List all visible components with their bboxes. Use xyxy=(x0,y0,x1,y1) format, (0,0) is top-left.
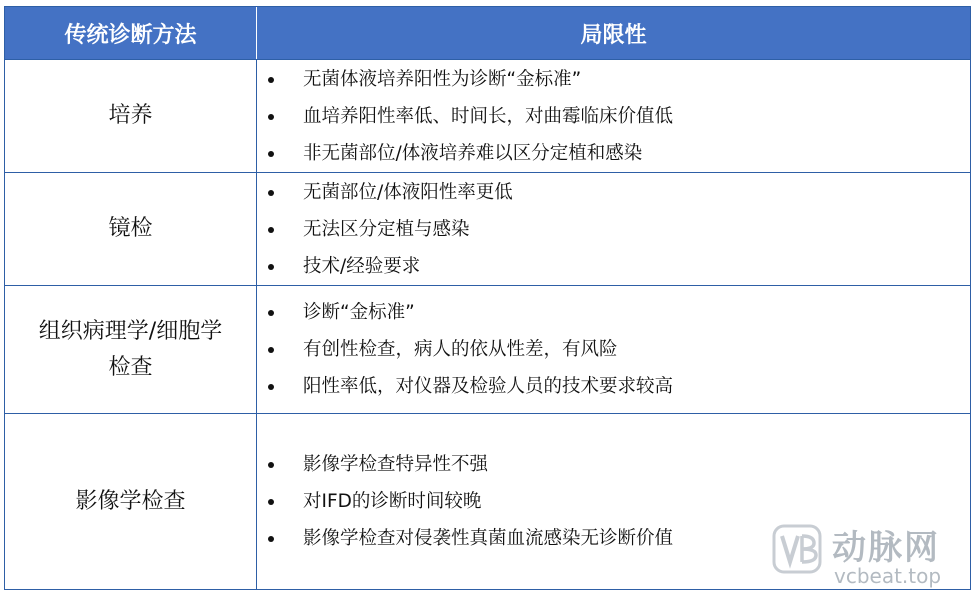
limitations-cell xyxy=(256,286,970,413)
list-item: 无法区分定植与感染 xyxy=(257,211,970,248)
bullet-icon xyxy=(268,310,274,316)
list-item: 非无菌部位/体液培养难以区分定植和感染 xyxy=(257,135,970,172)
bullet-icon xyxy=(268,114,274,120)
watermark-url: vcbeat.top xyxy=(834,564,942,588)
list-item: 对IFD的诊断时间较晚 xyxy=(257,483,970,520)
bullet-icon xyxy=(268,462,274,468)
list-item: 诊断“金标准” xyxy=(257,294,970,331)
header-limitations: 局限性 xyxy=(256,7,970,59)
list-item: 无菌部位/体液阳性率更低 xyxy=(257,174,970,211)
list-item: 影像学检查对侵袭性真菌血流感染无诊断价值 xyxy=(257,520,970,557)
method-cell: 影像学检查 xyxy=(75,488,186,514)
limitations-table xyxy=(4,6,971,590)
watermark-brand: 动脉网 xyxy=(832,528,940,568)
method-cell: 镜检 xyxy=(108,216,153,241)
table-row xyxy=(5,59,970,172)
limitations-cell xyxy=(256,60,970,172)
watermark xyxy=(772,520,972,592)
method-cell xyxy=(5,286,256,413)
list-item: 有创性检查，病人的依从性差，有风险 xyxy=(257,331,970,368)
bullet-icon xyxy=(268,384,274,390)
bullet-icon xyxy=(268,151,274,157)
header-method: 传统诊断方法 xyxy=(64,22,197,48)
bullet-icon xyxy=(268,536,274,542)
limitations-cell xyxy=(256,173,970,285)
bullet-icon xyxy=(268,77,274,83)
table-row xyxy=(5,285,970,413)
table-row xyxy=(5,172,970,285)
bullet-icon xyxy=(268,264,274,270)
bullet-icon xyxy=(268,190,274,196)
bullet-icon xyxy=(268,227,274,233)
method-line-2: 检查 xyxy=(108,354,153,380)
method-line-1: 组织病理学/细胞学 xyxy=(38,318,223,344)
list-item: 阳性率低，对仪器及检验人员的技术要求较高 xyxy=(257,368,970,405)
bullet-icon xyxy=(268,347,274,353)
list-item: 影像学检查特异性不强 xyxy=(257,446,970,483)
vb-logo-icon xyxy=(772,524,822,574)
list-item: 无菌体液培养阳性为诊断“金标准” xyxy=(257,61,970,98)
bullet-icon xyxy=(268,499,274,505)
table-header xyxy=(5,7,970,59)
list-item: 技术/经验要求 xyxy=(257,248,970,285)
method-cell: 培养 xyxy=(108,103,153,128)
list-item: 血培养阳性率低、时间长，对曲霉临床价值低 xyxy=(257,98,970,135)
